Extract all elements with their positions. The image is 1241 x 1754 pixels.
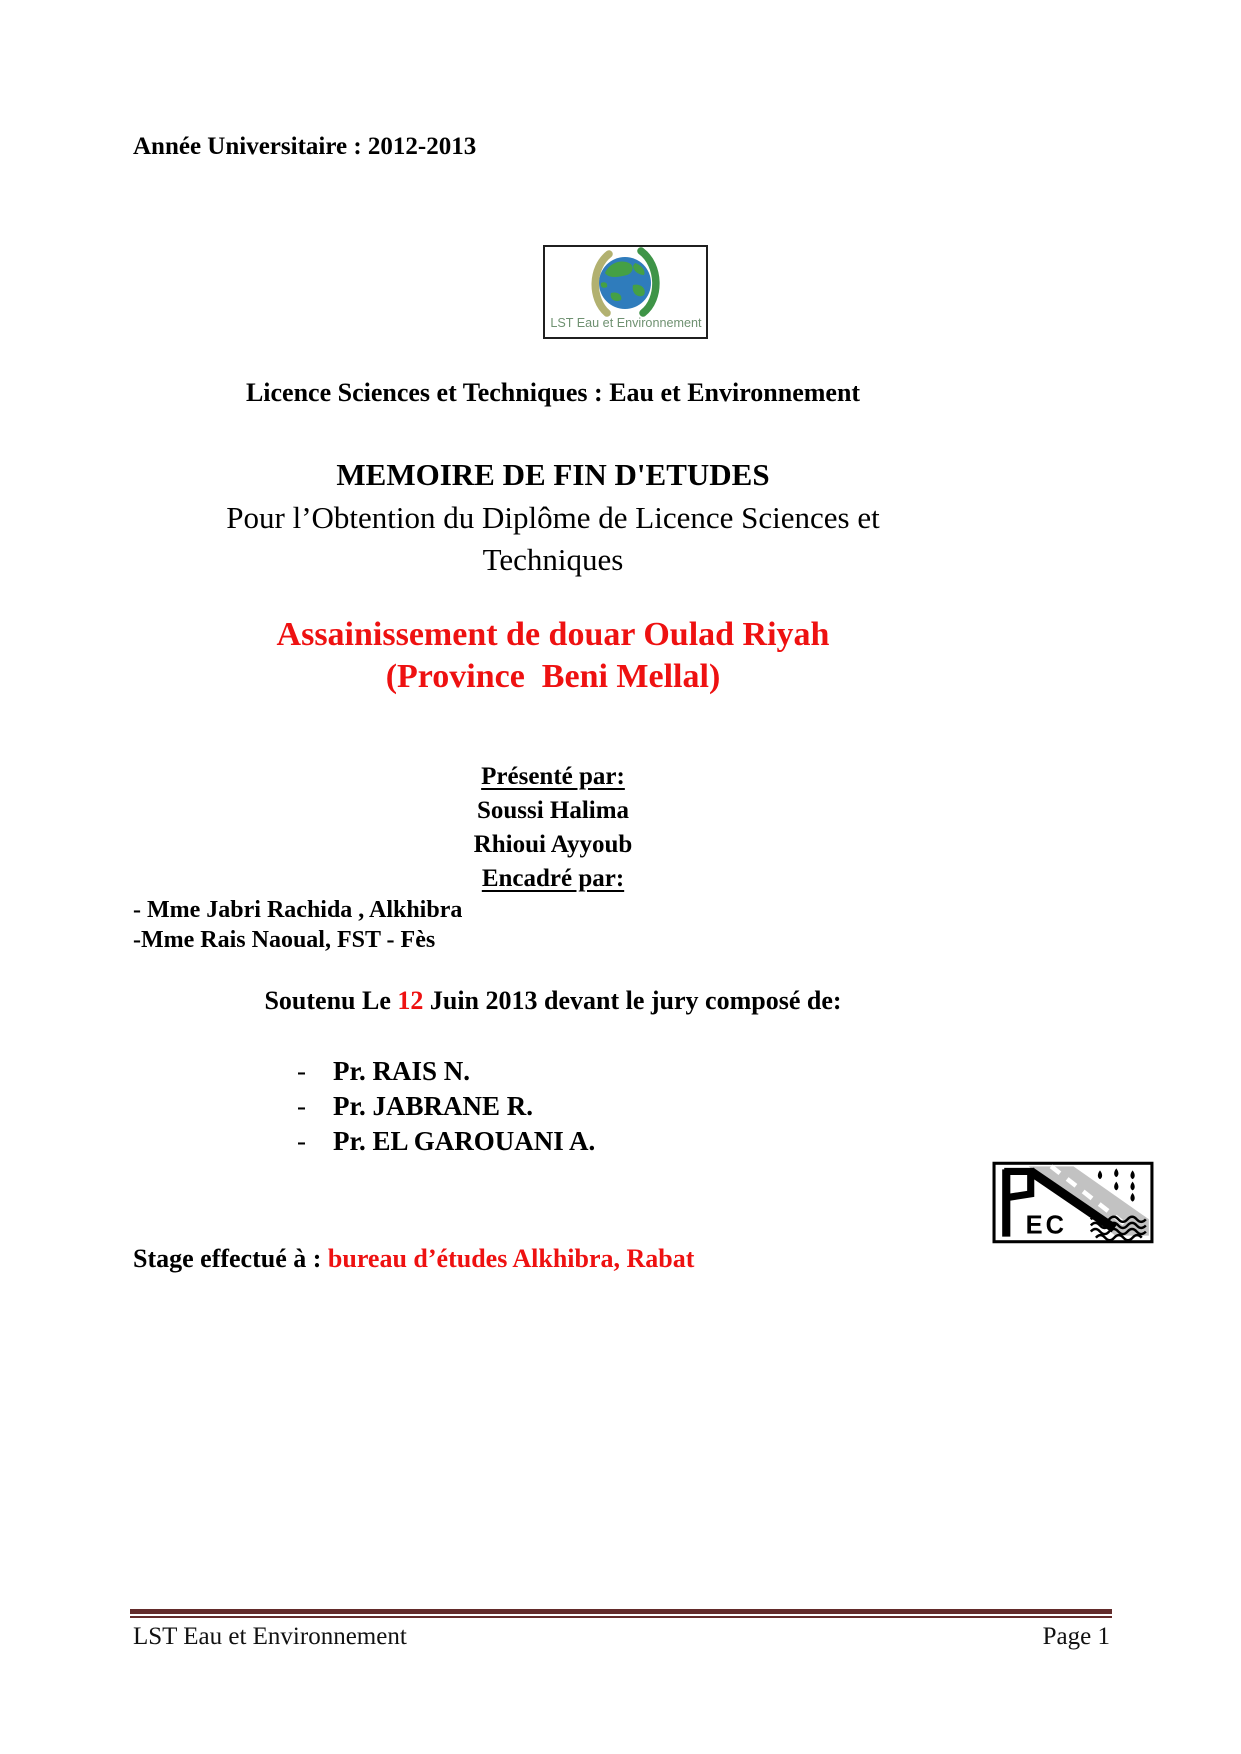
- footer-page-number: Page 1: [1042, 1623, 1110, 1650]
- aec-logo: [992, 1161, 1155, 1244]
- presented-by-heading: [133, 763, 973, 791]
- jury-dash: -: [297, 1126, 306, 1156]
- jury-dash: -: [297, 1056, 306, 1086]
- supervised-by-heading: [133, 865, 973, 893]
- subject-title-line-1: Assainissement de douar Oulad Riyah: [276, 616, 830, 653]
- jury-name: Pr. RAIS N.: [333, 1056, 471, 1086]
- student-name: Soussi Halima: [476, 797, 630, 824]
- footer: [133, 1623, 1110, 1651]
- defense-line: [133, 986, 973, 1016]
- diplome-line-2: Techniques: [482, 542, 624, 577]
- footer-rule: [130, 1609, 1112, 1618]
- licence-line: Licence Sciences et Techniques : Eau et Environnement: [245, 378, 861, 407]
- footer-left-text: LST Eau et Environnement: [133, 1623, 407, 1650]
- aec-letters: EC: [1025, 1211, 1068, 1240]
- globe-icon: [545, 247, 706, 317]
- aec-logo-icon: [992, 1161, 1155, 1244]
- supervisor-line: - Mme Jabri Rachida , Alkhibra: [133, 897, 463, 923]
- jury-name: Pr. EL GAROUANI A.: [333, 1126, 596, 1156]
- subject-title-line-2: (Province Beni Mellal): [385, 658, 721, 695]
- lst-logo: [543, 245, 708, 339]
- jury-name: Pr. JABRANE R.: [333, 1091, 534, 1121]
- lst-logo-caption: LST Eau et Environnement: [549, 315, 702, 330]
- supervisor-line: -Mme Rais Naoual, FST - Fès: [133, 927, 436, 953]
- memoire-title: MEMOIRE DE FIN D'ETUDES: [336, 457, 770, 492]
- stage-label: Stage effectué à :: [133, 1244, 328, 1273]
- supervised-by-label: Encadré par:: [481, 865, 625, 892]
- jury-row: [297, 1126, 595, 1157]
- student-name: Rhioui Ayyoub: [473, 831, 633, 858]
- jury-dash: -: [297, 1091, 306, 1121]
- defense-date: 12: [397, 986, 424, 1015]
- stage-value: bureau d’études Alkhibra, Rabat: [327, 1244, 695, 1273]
- stage-line: [133, 1244, 694, 1274]
- diplome-line-1: Pour l’Obtention du Diplôme de Licence Sciences et: [226, 500, 880, 535]
- academic-year-line: Année Universitaire : 2012-2013: [133, 133, 477, 160]
- jury-row: [297, 1091, 533, 1122]
- defense-suffix: Juin 2013 devant le jury composé de:: [423, 986, 842, 1015]
- defense-prefix: Soutenu Le: [264, 986, 398, 1015]
- presented-by-label: Présenté par:: [481, 763, 625, 790]
- jury-row: [297, 1056, 470, 1087]
